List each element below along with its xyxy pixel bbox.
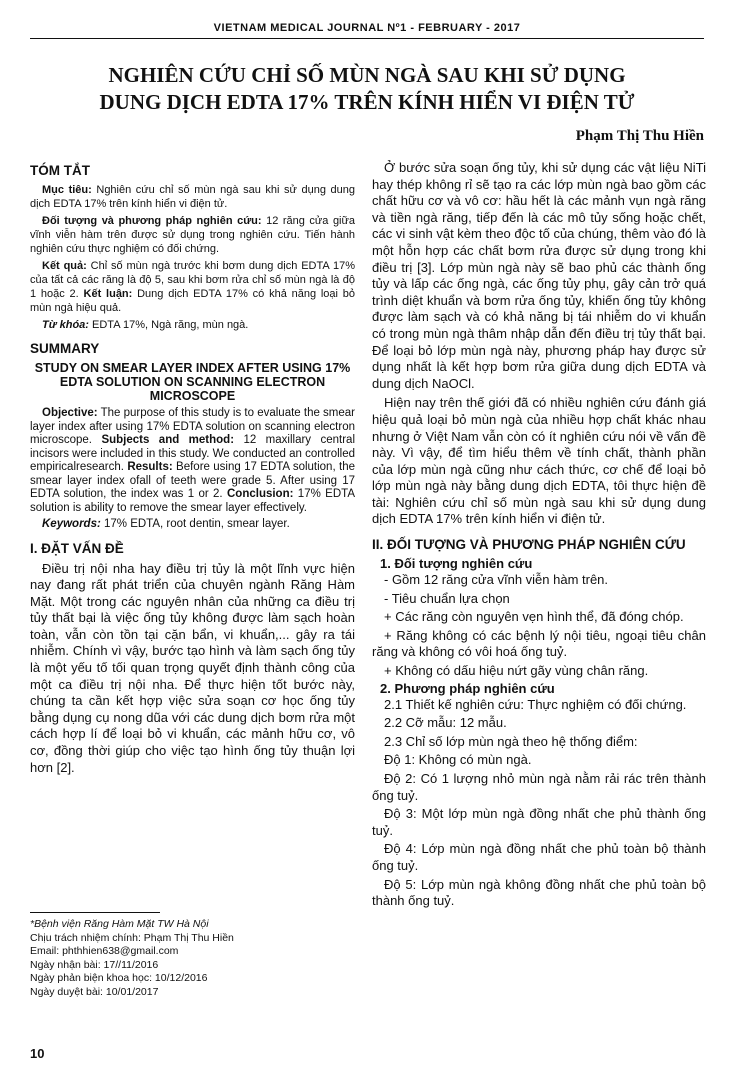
text: Before using 17 EDTA solution, the smear layer index ofall of teeth were grade 5. After using 17 EDTA solution, the index was 1 or 2. (30, 461, 355, 500)
list-item: 2.1 Thiết kế nghiên cứu: Thực nghiệm có đối chứng. (384, 696, 687, 712)
abstract-vi-objective (30, 183, 355, 211)
text: The purpose of this study is to evaluate the smear layer index after using 17% EDTA solution on scanning electron microscope. (30, 407, 356, 446)
summary-heading: SUMMARY (30, 341, 100, 356)
date-received: Ngày nhận bài: 17//11/2016 (30, 958, 159, 971)
label: Results: (127, 461, 173, 473)
list-item: + Răng không có các bệnh lý nội tiêu, ngoại tiêu chân răng và không có vôi hoá ống tuỷ. (372, 627, 706, 660)
label: Conclusion: (227, 488, 294, 500)
list-item: + Các răng còn nguyên vẹn hình thể, đã đóng chóp. (384, 609, 684, 625)
date-reviewed: Ngày phản biện khoa học: 10/12/2016 (30, 972, 208, 984)
list-item: 2.3 Chỉ số lớp mùn ngà theo hệ thống điểm: (384, 733, 638, 749)
affiliation: *Bệnh viện Răng Hàm Mặt TW Hà Nội (30, 918, 209, 930)
summary-keywords (30, 518, 355, 532)
section-1-paragraph-2: Ở bước sửa soạn ống tủy, khi sử dụng các vật liệu NiTi hay thép không rỉ sẽ tạo ra các lớp mùn ngà bao gồm các chất hữu cơ và vô cơ: hầu hết là các mảnh vụn ngà răng và tiền ngà răng, tiếp đến là các mô tủy sống hoặc chết, các vi sinh vật kèm theo độc tố của chúng, thêm vào đó là một hỗn hợp các chất bơm rửa được sử dụng trong khi điều trị [3]. Lớp mùn ngà này sẽ bao phủ các thành ống tủy và lấp các ống ngà, các ống tủy phụ, gây cản trở quá trình diệt khuẩn và bơm rửa ống tủy, khiến ống tủy không được làm sạch và có khả năng bị tái nhiễm do vi khuẩn có trong mùn ngà thâm nhập dẫn đến điều trị tủy thất bại. Để loại bỏ lớp mùn ngà này, phương pháp hay được sử dụng nhất là kết hợp bơm rửa giữa dung dịch EDTA và dung dịch NaOCl. (372, 160, 706, 391)
article-title (40, 62, 694, 116)
text: 17% EDTA, root dentin, smear layer. (100, 518, 290, 530)
abstract-vi-methods (30, 214, 355, 256)
text: 17% EDTA solution is ability to remove the smear layer effectively. (30, 488, 355, 514)
list-item: + Không có dấu hiệu nứt gãy vùng chân răng. (384, 663, 649, 679)
subsection-2-1-heading: 1. Đối tượng nghiên cứu (380, 556, 533, 572)
text: EDTA 17%, Ngà răng, mùn ngà. (88, 319, 249, 331)
summary-title: STUDY ON SMEAR LAYER INDEX AFTER USING 17% EDTA SOLUTION ON SCANNING ELECTRON MICROSCOPE (34, 361, 351, 403)
methods-list (372, 697, 706, 910)
list-item: Độ 5: Lớp mùn ngà không đồng nhất che phủ toàn bộ thành ống tuỷ. (372, 876, 706, 909)
label: Đối tượng và phương pháp nghiên cứu: (42, 215, 262, 227)
title-line-1: NGHIÊN CỨU CHỈ SỐ MÙN NGÀ SAU KHI SỬ DỤNG (108, 63, 626, 87)
label: Kết luận: (83, 288, 133, 300)
left-column (30, 160, 355, 779)
label: Kết quả: (42, 260, 87, 272)
footnote-rule (30, 912, 160, 913)
author-name: Phạm Thị Thu Hiền (575, 128, 704, 144)
list-item: - Tiêu chuẩn lựa chọn (384, 590, 510, 606)
subjects-list (372, 572, 706, 680)
text: 12 maxillary central incisors were included in this study. We conducted an controlled empiricalresearch. (30, 434, 355, 473)
text: Dung dịch EDTA 17% có khả năng loại bỏ mùn ngà hiệu quả. (30, 288, 356, 314)
abstract-vi-results (30, 259, 355, 315)
section-1-paragraph-1: Điều trị nội nha hay điều trị tủy là một lĩnh vực hiện nay đang rất phát triển của chuyên ngành Răng Hàm Mặt. Một trong các nguyên nhân của những ca điều trị tủy thất bại là việc ống tủy không được làm sạch hoàn toàn, vẫn còn tồn tại cặn bẩn, vi khuẩn,... gây ra tái nhiễm. Chính vì vậy, bước tạo hình và làm sạch ống tủy là một yếu tố tối quan trọng quyết định thành công của một ca điều trị nội nha. Để thực hiện tốt bước này, chúng ta cần kết hợp việc sửa soạn cơ học ống tủy bằng dụng cụ nong dũa với các dung dịch bơm rửa một cách hợp lí để loại bỏ vi khuẩn, các mảnh hữu cơ, vô cơ, đồng thời giúp cho việc tạo hình ống tủy thuận lợi hơn [2]. (30, 560, 355, 775)
summary-objective (30, 407, 355, 515)
label: Keywords: (42, 518, 101, 530)
section-2-heading: II. ĐỐI TƯỢNG VÀ PHƯƠNG PHÁP NGHIÊN CỨU (372, 537, 686, 553)
text: Chỉ số mùn ngà trước khi bơm dung dịch EDTA 17% của tất cả các răng là độ 5, sau khi bơm rửa chỉ số mùn ngà là độ 1 hoặc 2. (30, 260, 355, 300)
list-item: - Gồm 12 răng cửa vĩnh viễn hàm trên. (384, 572, 609, 588)
corresponding-author: Chịu trách nhiệm chính: Phạm Thị Thu Hiền (30, 931, 234, 944)
section-1-paragraph-3: Hiện nay trên thế giới đã có nhiều nghiên cứu đánh giá hiệu quả loại bỏ mùn ngà của nhiều hợp chất khác nhau nhưng ở Việt Nam vẫn còn có ít nghiên cứu nói về vấn đề này. Vì vậy, để tìm hiểu thêm về tính chất, thành phần của lớp mùn ngà cũng như cách thức, cơ chế để loại bỏ lớp mùn ngà này bằng dung dịch EDTA, tôi thực hiện đề tài: Nghiên cứu chỉ số mùn ngà sau khi sử dụng dung dịch EDTA 17% trên kính hiển vi điện tử. (372, 395, 706, 527)
text: Nghiên cứu chỉ số mùn ngà sau khi sử dụng dung dịch EDTA 17% trên kính hiển vi điện tử. (30, 184, 355, 210)
list-item: Độ 3: Một lớp mùn ngà đồng nhất che phủ thành ống tuỷ. (372, 806, 706, 838)
label: Objective: (42, 407, 98, 419)
subsection-2-2-heading: 2. Phương pháp nghiên cứu (380, 680, 555, 696)
title-line-2: DUNG DỊCH EDTA 17% TRÊN KÍNH HIỂN VI ĐIỆN TỬ (99, 90, 635, 114)
section-1-heading: I. ĐẶT VẤN ĐỀ (30, 540, 124, 556)
label: Từ khóa: (42, 319, 89, 331)
email: Email: phthhien638@gmail.com (30, 945, 179, 957)
abstract-vi-heading: TÓM TẮT (30, 163, 90, 178)
abstract-vi-keywords (30, 318, 355, 332)
label: Mục tiêu: (42, 184, 92, 196)
journal-header: VIETNAM MEDICAL JOURNAL Nº1 - FEBRUARY - 2017 (213, 22, 521, 34)
footnote (30, 918, 355, 999)
list-item: 2.2 Cỡ mẫu: 12 mẫu. (384, 715, 507, 731)
list-item: Độ 2: Có 1 lượng nhỏ mùn ngà nằm rải rác trên thành ống tuỷ. (372, 771, 706, 803)
list-item: Độ 4: Lớp mùn ngà đồng nhất che phủ toàn bộ thành ống tuỷ. (372, 841, 706, 873)
right-column (372, 160, 706, 912)
page-number: 10 (30, 1046, 45, 1061)
list-item: Độ 1: Không có mùn ngà. (384, 752, 532, 768)
text: 12 răng cửa giữa vĩnh viễn hàm trên được sử dụng trong nghiên cứu. Tiến hành nghiên cứu thực nghiệm có đối chứng. (30, 215, 355, 255)
date-accepted: Ngày duyệt bài: 10/01/2017 (30, 985, 159, 998)
header-rule (30, 38, 704, 39)
label: Subjects and method: (101, 434, 235, 446)
